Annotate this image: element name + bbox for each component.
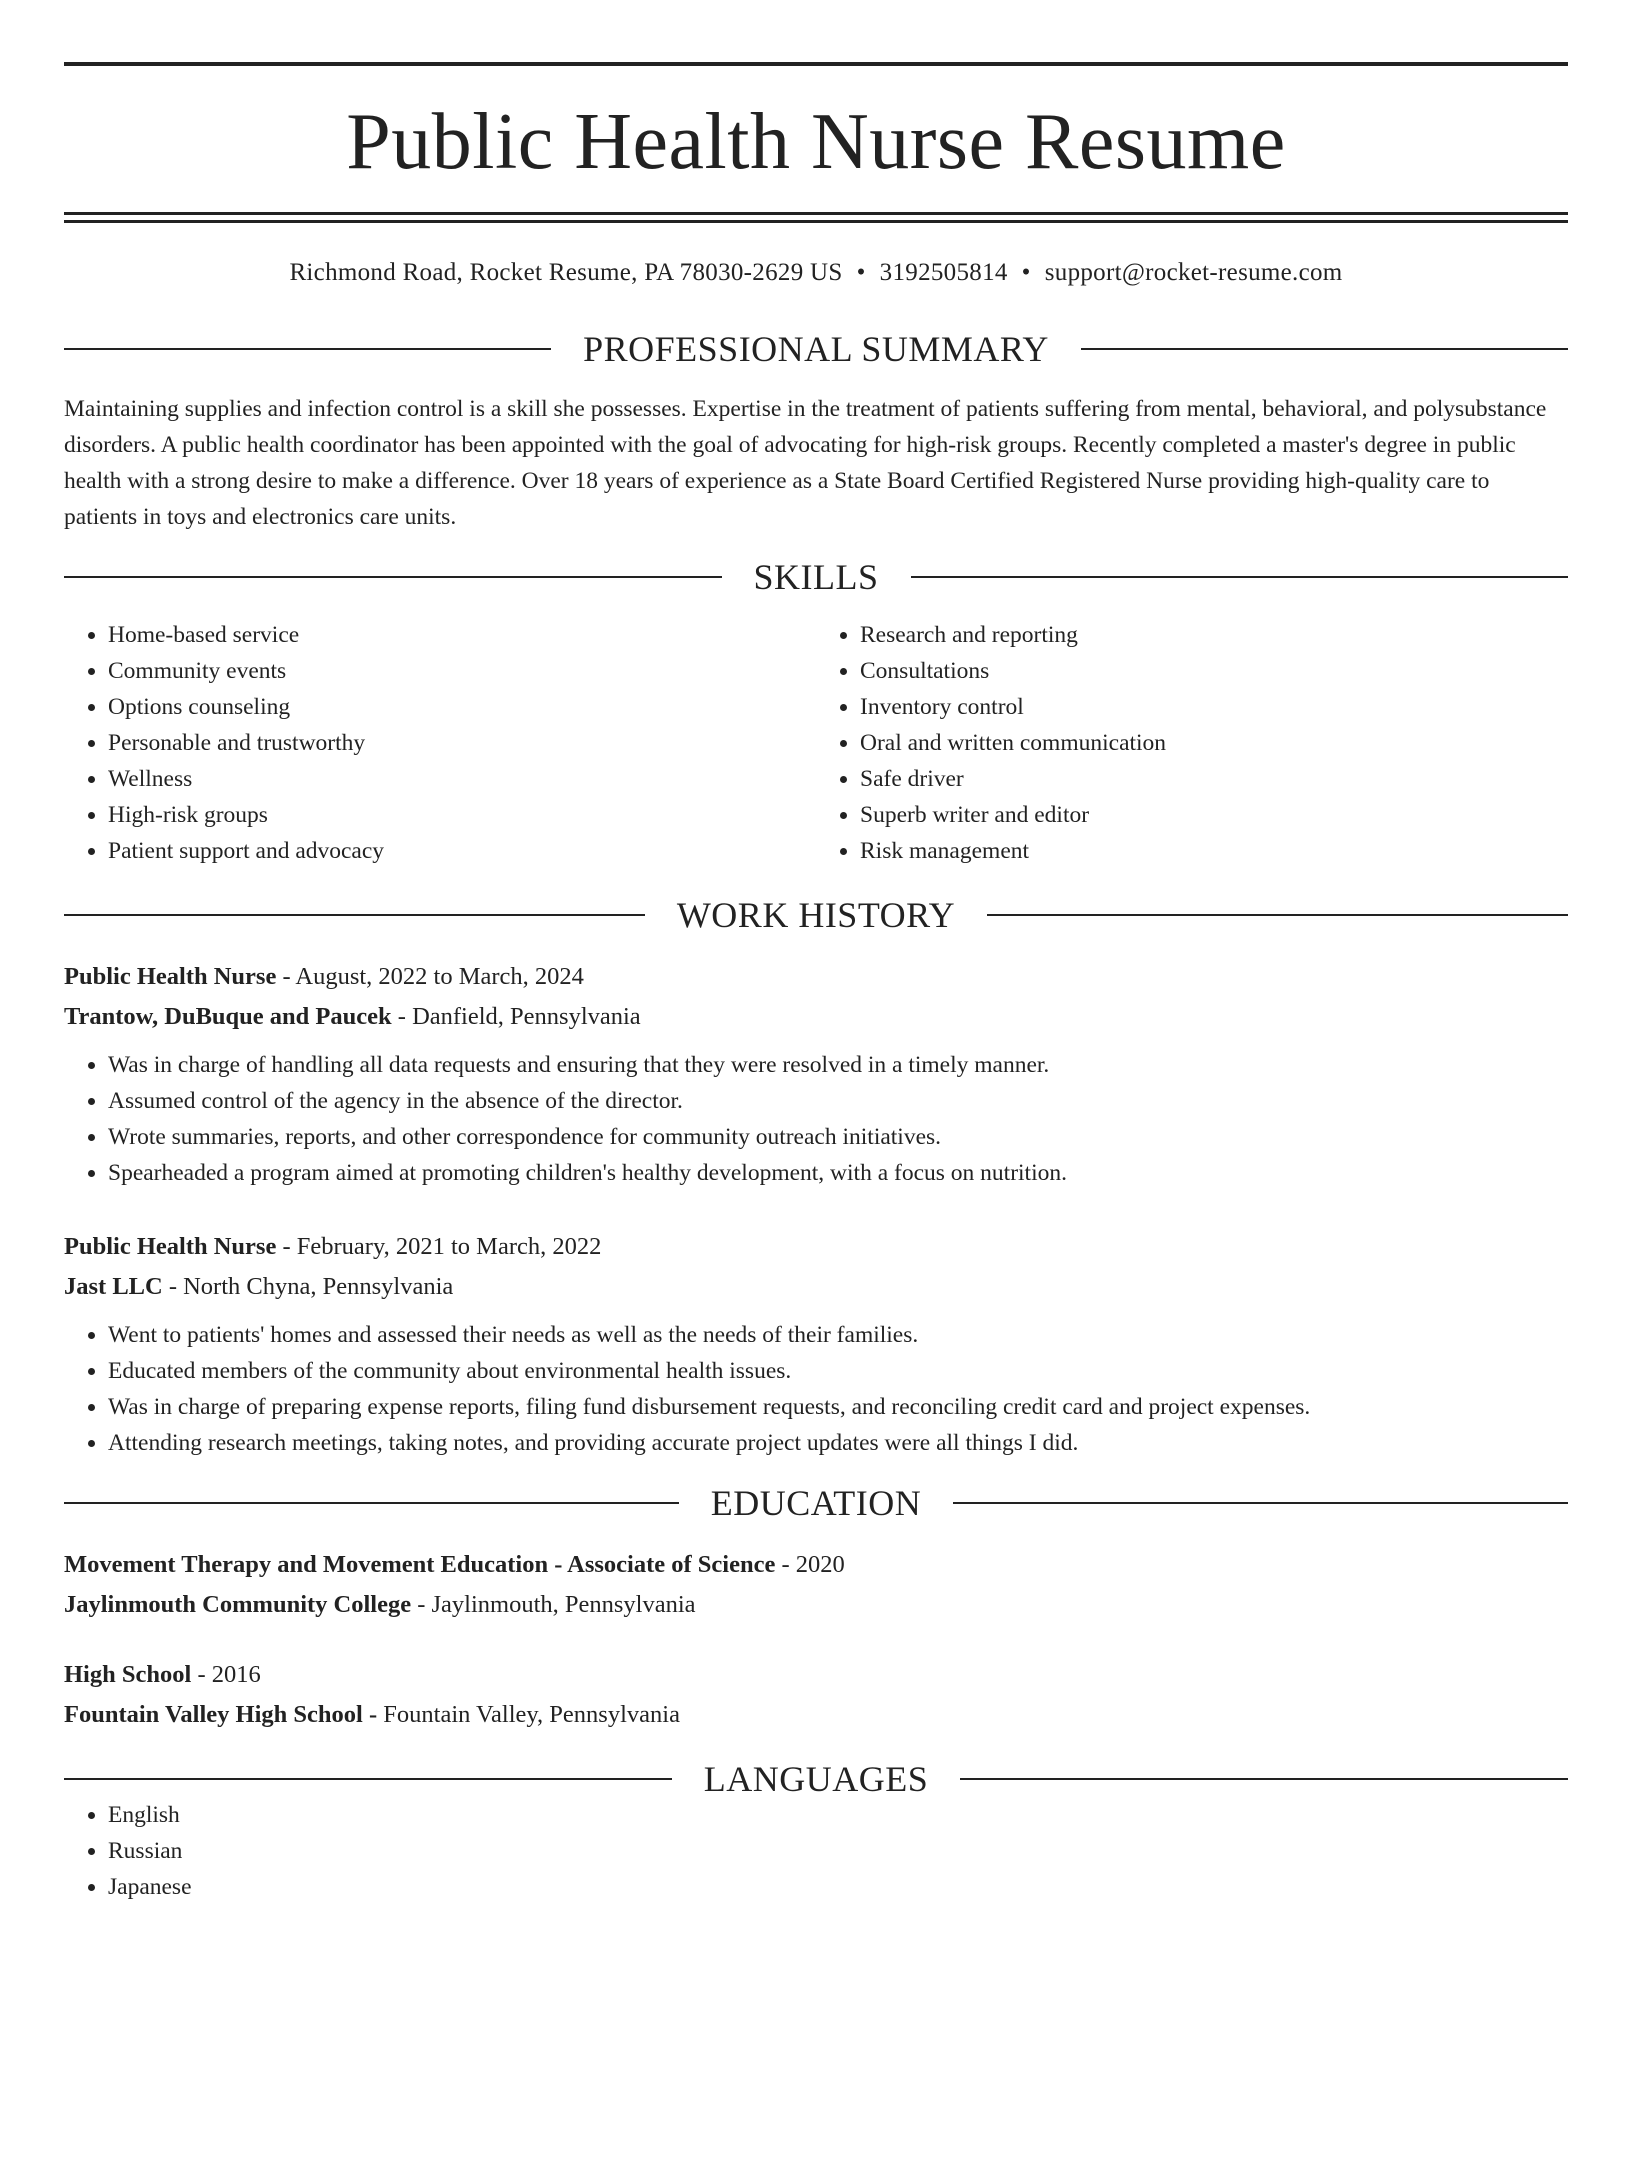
job-duty: • Assumed control of the agency in the absence of the director. — [108, 1083, 1568, 1119]
work-entry — [64, 1227, 1568, 1461]
summary-paragraph: Maintaining supplies and infection control is a skill she possesses. Expertise in the treatment of patients suffering from mental, behavioral, and polysubstance disorders. A public health coordinator has been appointed with the goal of advocating for high-risk groups. Recently completed a master's degree in public health with a strong desire to make a difference. Over 18 years of experience as a State Board Certified Registered Nurse providing high-quality care to patients in toys and electronics care units. — [64, 396, 1547, 530]
graduation-year: - 2020 — [775, 1551, 845, 1578]
school-line — [64, 1695, 1568, 1735]
section-heading-languages — [64, 1761, 1568, 1797]
skill-item: • Options counseling — [108, 689, 816, 725]
graduation-year: - 2016 — [191, 1661, 261, 1688]
section-heading-summary — [64, 331, 1568, 367]
job-duty: • Educated members of the community about environmental health issues. — [108, 1353, 1568, 1389]
job-duty: • Attending research meetings, taking notes, and providing accurate project updates were all things I did. — [108, 1425, 1568, 1461]
divider-line — [911, 576, 1569, 578]
section-heading-education — [64, 1485, 1568, 1521]
section-title-languages: LANGUAGES — [703, 1759, 929, 1799]
contact-line — [64, 259, 1568, 287]
job-title-line — [64, 957, 1568, 997]
title-double-rule — [64, 212, 1568, 223]
divider-line — [960, 1778, 1568, 1780]
language-item: • Russian — [108, 1833, 1568, 1869]
skill-item: • Oral and written communication — [860, 725, 1568, 761]
skill-item: • Superb writer and editor — [860, 797, 1568, 833]
skills-list-right — [816, 617, 1568, 869]
skill-item: • Home-based service — [108, 617, 816, 653]
contact-separator: • — [856, 259, 866, 286]
contact-phone: 3192505814 — [879, 259, 1008, 286]
skills-columns — [64, 617, 1568, 869]
school-location: - Jaylinmouth, Pennsylvania — [411, 1591, 696, 1618]
job-title-line — [64, 1227, 1568, 1267]
language-item: • English — [108, 1797, 1568, 1833]
job-employer-line — [64, 1267, 1568, 1307]
job-company: Trantow, DuBuque and Paucek — [64, 1003, 392, 1030]
section-heading-work — [64, 897, 1568, 933]
contact-address: Richmond Road, Rocket Resume, PA 78030-2629 US — [289, 259, 843, 286]
school-location: Fountain Valley, Pennsylvania — [377, 1701, 680, 1728]
job-employer-line — [64, 997, 1568, 1037]
degree-line — [64, 1545, 1568, 1585]
divider-line — [64, 1502, 679, 1504]
section-title-summary: PROFESSIONAL SUMMARY — [583, 329, 1049, 369]
school-line — [64, 1585, 1568, 1625]
job-duties — [64, 1317, 1568, 1461]
education-entry — [64, 1545, 1568, 1625]
divider-line — [1081, 348, 1568, 350]
job-duty: • Spearheaded a program aimed at promoting children's healthy development, with a focus on nutrition. — [108, 1155, 1568, 1191]
skill-item: • Inventory control — [860, 689, 1568, 725]
job-dates: - August, 2022 to March, 2024 — [276, 963, 584, 990]
job-duty: • Was in charge of preparing expense reports, filing fund disbursement requests, and reconciling credit card and project expenses. — [108, 1389, 1568, 1425]
resume-page — [0, 62, 1632, 2174]
skill-item: • Personable and trustworthy — [108, 725, 816, 761]
skills-list-left — [64, 617, 816, 869]
skill-item: • Consultations — [860, 653, 1568, 689]
section-title-work: WORK HISTORY — [676, 895, 956, 935]
education-entry — [64, 1655, 1568, 1735]
degree-line — [64, 1655, 1568, 1695]
top-rule — [64, 62, 1568, 66]
school-name: Jaylinmouth Community College — [64, 1591, 412, 1618]
divider-line — [953, 1502, 1568, 1504]
degree: Movement Therapy and Movement Education - Associate of Science — [64, 1551, 776, 1578]
skill-item: • High-risk groups — [108, 797, 816, 833]
resume-title: Public Health Nurse Resume — [346, 98, 1286, 186]
job-location: - North Chyna, Pennsylvania — [162, 1273, 454, 1300]
divider-line — [64, 348, 551, 350]
contact-separator: • — [1021, 259, 1031, 286]
skill-item: • Research and reporting — [860, 617, 1568, 653]
job-dates: - February, 2021 to March, 2022 — [276, 1233, 602, 1260]
section-title-education: EDUCATION — [710, 1483, 922, 1523]
job-company: Jast LLC — [64, 1273, 163, 1300]
job-location: - Danfield, Pennsylvania — [391, 1003, 641, 1030]
section-heading-skills — [64, 559, 1568, 595]
school-name: Fountain Valley High School - — [64, 1701, 378, 1728]
divider-line — [987, 914, 1568, 916]
contact-email: support@rocket-resume.com — [1044, 259, 1343, 286]
skill-item: • Community events — [108, 653, 816, 689]
job-duty: • Went to patients' homes and assessed their needs as well as the needs of their families. — [108, 1317, 1568, 1353]
divider-line — [64, 914, 645, 916]
skill-item: • Risk management — [860, 833, 1568, 869]
language-item: • Japanese — [108, 1869, 1568, 1905]
job-title: Public Health Nurse — [64, 1233, 277, 1260]
divider-line — [64, 1778, 672, 1780]
skill-item: • Safe driver — [860, 761, 1568, 797]
divider-line — [64, 576, 722, 578]
job-title: Public Health Nurse — [64, 963, 277, 990]
degree: High School — [64, 1661, 192, 1688]
skill-item: • Wellness — [108, 761, 816, 797]
job-duty: • Was in charge of handling all data requests and ensuring that they were resolved in a timely manner. — [108, 1047, 1568, 1083]
skill-item: • Patient support and advocacy — [108, 833, 816, 869]
section-title-skills: SKILLS — [753, 557, 879, 597]
work-entry — [64, 957, 1568, 1191]
job-duties — [64, 1047, 1568, 1191]
languages-list — [64, 1797, 1568, 1905]
job-duty: • Wrote summaries, reports, and other correspondence for community outreach initiatives. — [108, 1119, 1568, 1155]
